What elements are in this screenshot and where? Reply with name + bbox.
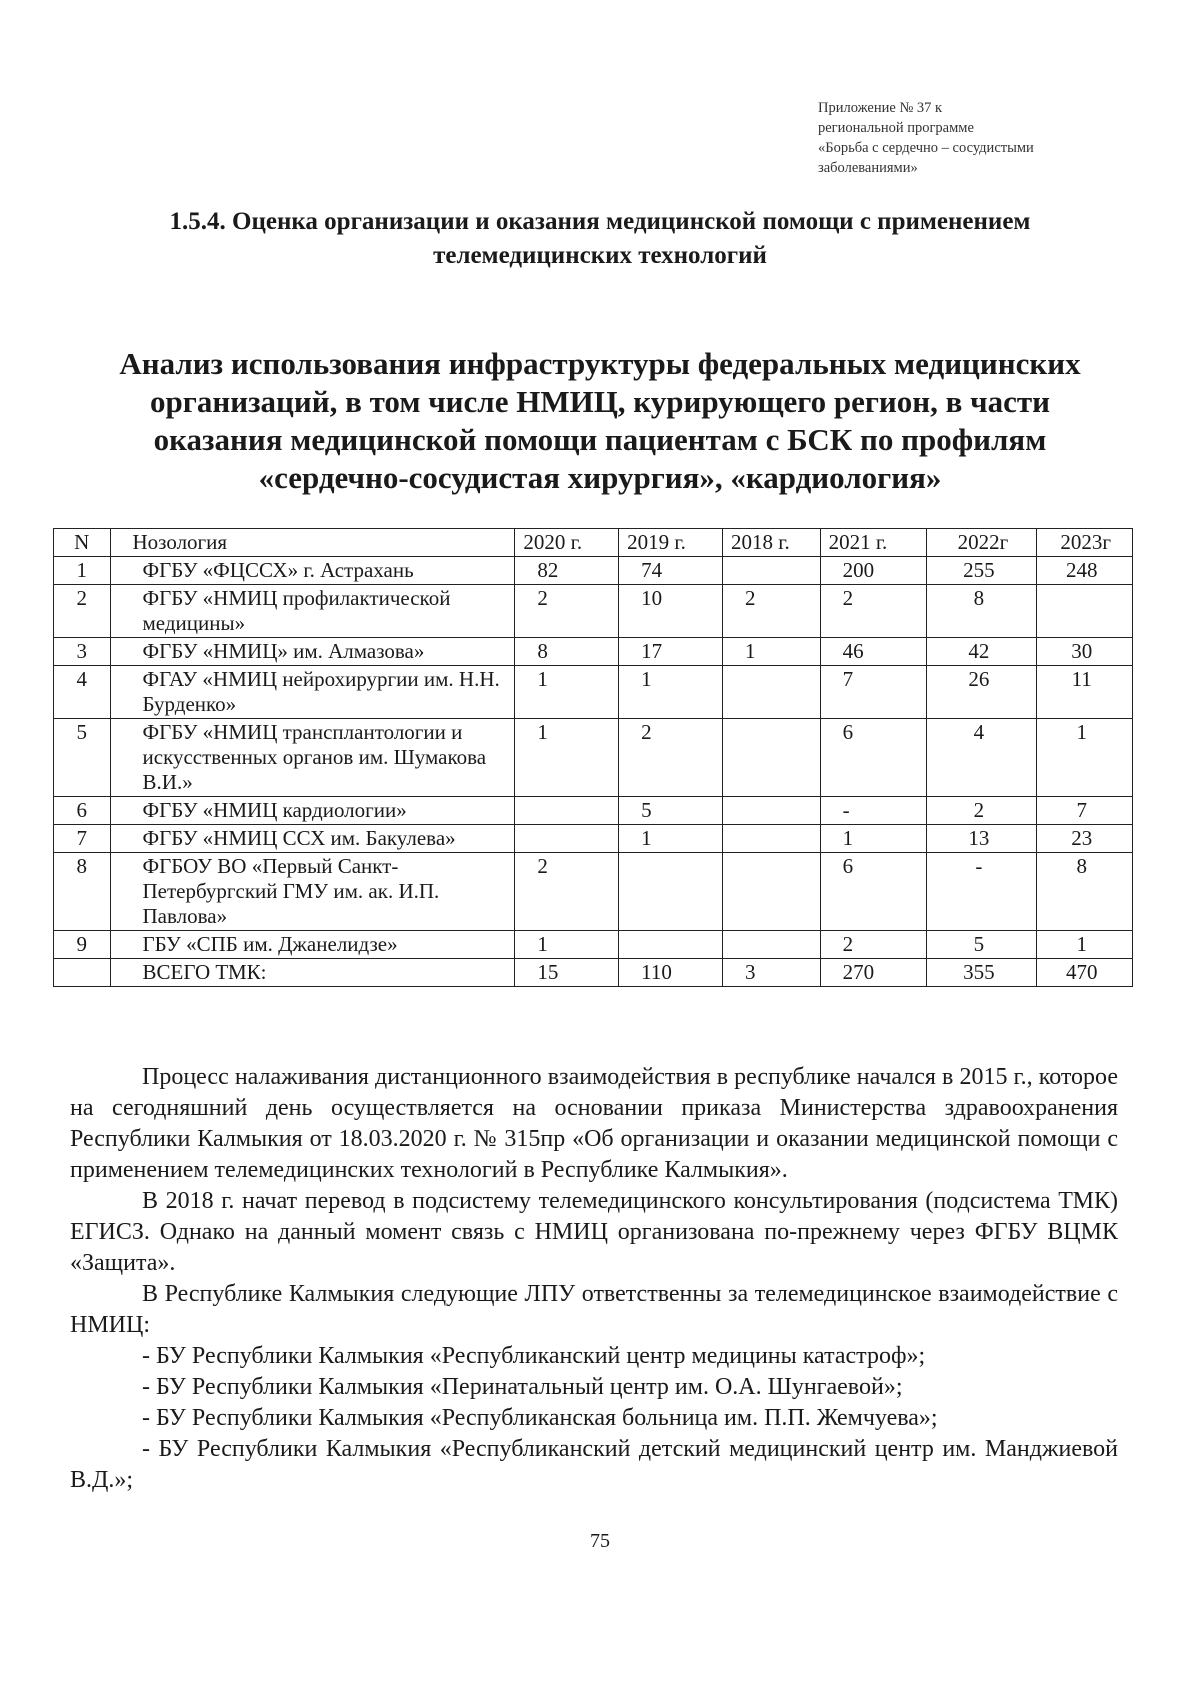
row-number-cell xyxy=(54,959,111,987)
table-row xyxy=(54,719,1133,797)
value-cell: 2 xyxy=(820,585,927,638)
value-cell xyxy=(722,719,820,797)
table-row xyxy=(54,666,1133,719)
row-number-cell: 3 xyxy=(54,638,111,666)
paragraph: В 2018 г. начат перевод в подсистему телемедицинского консультирования (подсистема ТМК) ЕГИСЗ. Однако на данный момент связь с НМИЦ организована по-прежнему через ФГБУ ВЦМК «Защита». xyxy=(70,1188,1118,1276)
value-cell: 4 xyxy=(927,719,1037,797)
analysis-title-line: оказания медицинской помощи пациентам с БСК по профилям xyxy=(153,422,1047,457)
value-cell: 15 xyxy=(515,959,619,987)
value-cell: 17 xyxy=(619,638,723,666)
appendix-line: региональной программе xyxy=(818,120,974,136)
row-number-cell: 1 xyxy=(54,557,111,585)
value-cell: 23 xyxy=(1037,825,1133,853)
value-cell: 7 xyxy=(820,666,927,719)
analysis-title-line: «сердечно-сосудистая хирургия», «кардиология» xyxy=(258,460,942,495)
paragraph: Процесс налаживания дистанционного взаимодействия в республике начался в 2015 г., которое на сегодняшний день осуществляется на основании приказа Министерства здравоохранения Республики Калмыкия от 18.03.2020 г. № 315пр «Об организации и оказании медицинской помощи с применением телемедицинских технологий в Республике Калмыкия». xyxy=(70,1064,1118,1183)
value-cell xyxy=(722,797,820,825)
organization-name: ФГБУ «ФЦССХ» г. Астрахань xyxy=(142,558,414,582)
value-cell xyxy=(722,825,820,853)
header-cell: Нозология xyxy=(110,529,515,557)
analysis-title xyxy=(80,345,1120,497)
table-row xyxy=(54,638,1133,666)
value-cell: 13 xyxy=(927,825,1037,853)
organization-cell xyxy=(110,959,515,987)
value-cell: 1 xyxy=(619,666,723,719)
value-cell: 11 xyxy=(1037,666,1133,719)
appendix-line: «Борьба с сердечно – сосудистыми xyxy=(818,140,1034,156)
value-cell: 7 xyxy=(1037,797,1133,825)
value-cell xyxy=(1037,585,1133,638)
value-cell: 110 xyxy=(619,959,723,987)
organization-name: ФГАУ «НМИЦ нейрохирургии им. Н.Н. Бурденко» xyxy=(142,667,500,716)
organization-cell xyxy=(110,666,515,719)
table-header-row xyxy=(54,529,1133,557)
organization-name: ФГБУ «НМИЦ ССХ им. Бакулева» xyxy=(142,826,456,850)
organization-name: ФГБУ «НМИЦ кардиологии» xyxy=(142,798,407,822)
value-cell xyxy=(722,853,820,931)
appendix-line: Приложение № 37 к xyxy=(818,100,943,116)
value-cell xyxy=(619,853,723,931)
value-cell: 1 xyxy=(619,825,723,853)
value-cell: - xyxy=(820,797,927,825)
header-cell: 2023г xyxy=(1037,529,1133,557)
telemedicine-table xyxy=(53,528,1133,987)
value-cell: 46 xyxy=(820,638,927,666)
value-cell: 1 xyxy=(515,931,619,959)
value-cell: 270 xyxy=(820,959,927,987)
value-cell: 355 xyxy=(927,959,1037,987)
value-cell: 42 xyxy=(927,638,1037,666)
row-number-cell: 4 xyxy=(54,666,111,719)
organization-cell xyxy=(110,931,515,959)
header-cell: 2022г xyxy=(927,529,1037,557)
value-cell: 2 xyxy=(927,797,1037,825)
value-cell: 200 xyxy=(820,557,927,585)
value-cell: 6 xyxy=(820,719,927,797)
value-cell: 6 xyxy=(820,853,927,931)
header-cell: 2020 г. xyxy=(515,529,619,557)
value-cell xyxy=(722,557,820,585)
value-cell: 82 xyxy=(515,557,619,585)
body-text xyxy=(70,1062,1118,1496)
value-cell: 1 xyxy=(1037,931,1133,959)
header-cell: N xyxy=(54,529,111,557)
value-cell: 1 xyxy=(1037,719,1133,797)
organization-cell xyxy=(110,585,515,638)
header-cell: 2018 г. xyxy=(722,529,820,557)
appendix-note xyxy=(818,98,1118,178)
section-title-line: 1.5.4. Оценка организации и оказания медицинской помощи с применением xyxy=(169,208,1031,235)
value-cell: 5 xyxy=(927,931,1037,959)
table-row xyxy=(54,959,1133,987)
organization-name: ФГБУ «НМИЦ профилактической медицины» xyxy=(142,586,451,635)
value-cell: 248 xyxy=(1037,557,1133,585)
value-cell: 255 xyxy=(927,557,1037,585)
list-item: - БУ Республики Калмыкия «Перинатальный центр им. О.А. Шунгаевой»; xyxy=(142,1374,903,1400)
value-cell: 8 xyxy=(1037,853,1133,931)
value-cell: 2 xyxy=(515,585,619,638)
section-title xyxy=(90,205,1110,273)
organization-cell xyxy=(110,719,515,797)
value-cell: 74 xyxy=(619,557,723,585)
organization-cell xyxy=(110,797,515,825)
row-number-cell: 2 xyxy=(54,585,111,638)
paragraph: В Республике Калмыкия следующие ЛПУ ответственны за телемедицинское взаимодействие с НМИЦ: xyxy=(70,1281,1118,1338)
value-cell: 1 xyxy=(820,825,927,853)
organization-name: ФГБУ «НМИЦ» им. Алмазова» xyxy=(142,639,425,663)
organization-name: ГБУ «СПБ им. Джанелидзе» xyxy=(142,932,398,956)
row-number-cell: 6 xyxy=(54,797,111,825)
organization-name: ФГБУ «НМИЦ трансплантологии и искусственных органов им. Шумакова В.И.» xyxy=(142,720,487,794)
analysis-title-line: Анализ использования инфраструктуры федеральных медицинских xyxy=(119,346,1081,381)
value-cell: 2 xyxy=(722,585,820,638)
analysis-title-line: организаций, в том числе НМИЦ, курирующего регион, в части xyxy=(150,384,1050,419)
value-cell: 1 xyxy=(515,666,619,719)
value-cell: 470 xyxy=(1037,959,1133,987)
value-cell: - xyxy=(927,853,1037,931)
value-cell: 8 xyxy=(515,638,619,666)
table-row xyxy=(54,585,1133,638)
value-cell xyxy=(619,931,723,959)
section-title-line: телемедицинских технологий xyxy=(433,242,767,269)
value-cell: 1 xyxy=(515,719,619,797)
table-row xyxy=(54,853,1133,931)
organization-cell xyxy=(110,825,515,853)
value-cell: 10 xyxy=(619,585,723,638)
value-cell: 26 xyxy=(927,666,1037,719)
row-number-cell: 9 xyxy=(54,931,111,959)
value-cell xyxy=(515,797,619,825)
value-cell: 3 xyxy=(722,959,820,987)
value-cell: 1 xyxy=(722,638,820,666)
value-cell: 5 xyxy=(619,797,723,825)
list-item: - БУ Республики Калмыкия «Республиканский центр медицины катастроф»; xyxy=(142,1343,926,1369)
row-number-cell: 8 xyxy=(54,853,111,931)
organization-cell xyxy=(110,557,515,585)
row-number-cell: 5 xyxy=(54,719,111,797)
appendix-line: заболеваниями» xyxy=(818,160,918,176)
page-number: 75 xyxy=(590,1530,610,1552)
header-cell: 2021 г. xyxy=(820,529,927,557)
value-cell xyxy=(722,931,820,959)
value-cell: 2 xyxy=(515,853,619,931)
list-item: - БУ Республики Калмыкия «Республиканский детский медицинский центр им. Манджиевой В.Д.»; xyxy=(70,1436,1118,1493)
table-row xyxy=(54,931,1133,959)
table-body xyxy=(54,557,1133,987)
organization-cell xyxy=(110,853,515,931)
row-number-cell: 7 xyxy=(54,825,111,853)
organization-name: ФГБОУ ВО «Первый Санкт-Петербургский ГМУ им. ак. И.П. Павлова» xyxy=(142,854,440,928)
table-row xyxy=(54,797,1133,825)
organization-name: ВСЕГО ТМК: xyxy=(142,960,267,984)
value-cell: 2 xyxy=(619,719,723,797)
value-cell: 2 xyxy=(820,931,927,959)
table-row xyxy=(54,557,1133,585)
table-row xyxy=(54,825,1133,853)
list-item: - БУ Республики Калмыкия «Республиканская больница им. П.П. Жемчуева»; xyxy=(142,1405,938,1431)
value-cell: 8 xyxy=(927,585,1037,638)
value-cell xyxy=(515,825,619,853)
value-cell xyxy=(722,666,820,719)
header-cell: 2019 г. xyxy=(619,529,723,557)
value-cell: 30 xyxy=(1037,638,1133,666)
organization-cell xyxy=(110,638,515,666)
